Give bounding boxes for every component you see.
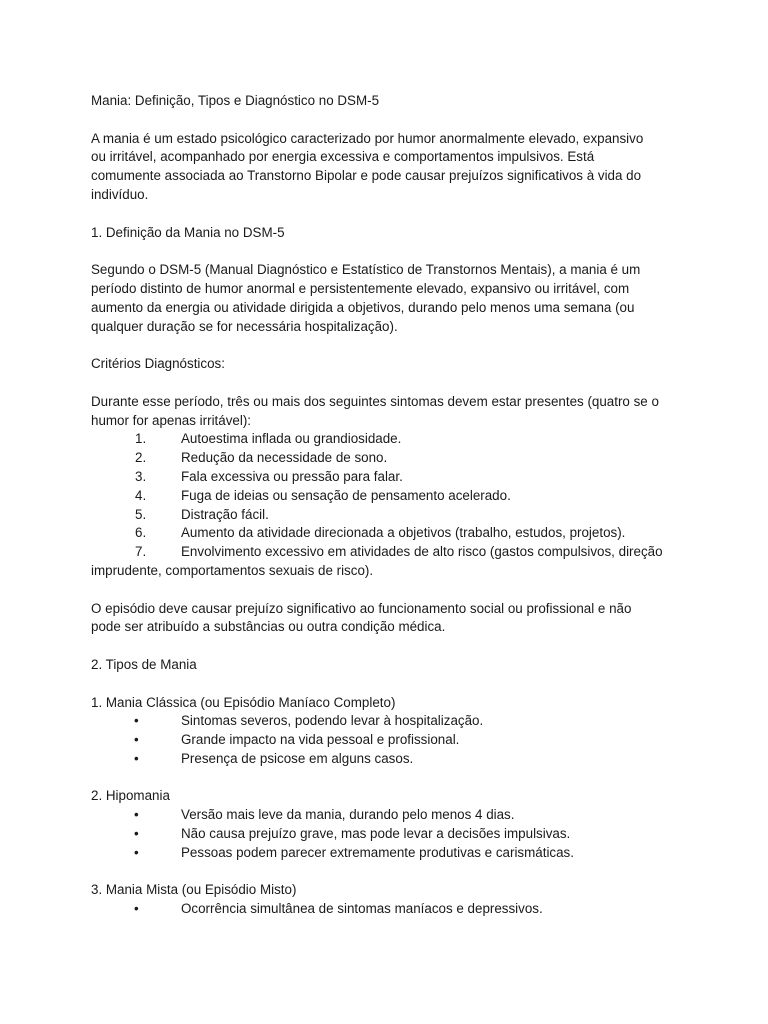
list-item <box>91 449 691 468</box>
list-item <box>91 731 691 750</box>
type-heading: 3. Mania Mista (ou Episódio Misto) <box>91 882 297 898</box>
list-item <box>91 900 691 919</box>
list-item-text: Pessoas podem parecer extremamente produtivas e carismáticas. <box>181 844 574 860</box>
list-number: 1. <box>135 431 147 447</box>
list-item <box>91 825 691 844</box>
intro-line: comumente associada ao Transtorno Bipolar e pode causar prejuízos significativos à vida do <box>91 168 642 184</box>
section1-line: Segundo o DSM-5 (Manual Diagnóstico e Estatístico de Transtornos Mentais), a mania é um <box>91 262 641 278</box>
bullet: • <box>134 844 139 860</box>
list-item-text: Envolvimento excessivo em atividades de alto risco (gastos compulsivos, direção <box>181 544 663 560</box>
criteria-intro-line: humor for apenas irritável): <box>91 412 252 428</box>
list-item <box>91 543 691 581</box>
bullet: • <box>134 826 139 842</box>
section2-heading: 2. Tipos de Mania <box>91 656 197 672</box>
bullet: • <box>134 732 139 748</box>
criteria-outro <box>91 600 691 638</box>
list-number: 2. <box>135 450 147 466</box>
criteria-intro-line: Durante esse período, três ou mais dos seguintes sintomas devem estar presentes (quatro se o <box>91 393 659 409</box>
type-classic <box>91 694 691 769</box>
list-item <box>91 844 691 863</box>
criteria-outro-line: pode ser atribuído a substâncias ou outra condição médica. <box>91 619 446 635</box>
bullet: • <box>134 713 139 729</box>
list-item-text: Sintomas severos, podendo levar à hospitalização. <box>181 713 484 729</box>
document-title: Mania: Definição, Tipos e Diagnóstico no DSM-5 <box>91 93 380 108</box>
intro-line: A mania é um estado psicológico caracterizado por humor anormalmente elevado, expansivo <box>91 130 644 146</box>
bullet-list <box>91 806 691 862</box>
list-item <box>91 806 691 825</box>
list-item <box>91 430 691 449</box>
list-number: 7. <box>135 544 147 560</box>
list-number: 6. <box>135 525 147 541</box>
list-item-text: Versão mais leve da mania, durando pelo menos 4 dias. <box>181 807 515 823</box>
list-item <box>91 712 691 731</box>
document-page <box>91 92 691 919</box>
section1-heading: 1. Definição da Mania no DSM-5 <box>91 224 285 240</box>
list-item-text: Aumento da atividade direcionada a objetivos (trabalho, estudos, projetos). <box>181 525 626 541</box>
bullet: • <box>134 901 139 917</box>
bullet-list <box>91 712 691 768</box>
list-item <box>91 487 691 506</box>
list-item <box>91 468 691 487</box>
list-item-text: Presença de psicose em alguns casos. <box>181 750 414 766</box>
type-heading: 2. Hipomania <box>91 788 170 804</box>
type-mixed <box>91 881 691 919</box>
list-number: 3. <box>135 468 147 484</box>
type-hypomania <box>91 787 691 862</box>
intro-paragraph <box>91 130 691 205</box>
bullet: • <box>134 807 139 823</box>
list-item-text: Autoestima inflada ou grandiosidade. <box>181 431 402 447</box>
list-item-text: Fala excessiva ou pressão para falar. <box>181 468 403 484</box>
criteria-heading: Critérios Diagnósticos: <box>91 356 225 372</box>
criteria-outro-line: O episódio deve causar prejuízo significativo ao funcionamento social ou profissional e não <box>91 600 632 616</box>
criteria-intro <box>91 393 691 431</box>
list-item-text: Distração fácil. <box>181 506 269 522</box>
criteria-list <box>91 430 691 580</box>
bullet: • <box>134 750 139 766</box>
list-item-text: Fuga de ideias ou sensação de pensamento acelerado. <box>181 487 511 503</box>
type-heading: 1. Mania Clássica (ou Episódio Maníaco Completo) <box>91 694 396 710</box>
section1-line: qualquer duração se for necessária hospitalização). <box>91 318 398 334</box>
list-item <box>91 750 691 769</box>
bullet-list <box>91 900 691 919</box>
list-item-text: Grande impacto na vida pessoal e profissional. <box>181 732 460 748</box>
list-item <box>91 506 691 525</box>
list-item-text: Ocorrência simultânea de sintomas maníacos e depressivos. <box>181 901 543 917</box>
list-item-text: Redução da necessidade de sono. <box>181 450 388 466</box>
list-number: 4. <box>135 487 147 503</box>
list-item-text-continued: imprudente, comportamentos sexuais de risco). <box>91 562 374 578</box>
section1-paragraph <box>91 261 691 336</box>
section1-line: período distinto de humor anormal e persistentemente elevado, expansivo ou irritável, com <box>91 280 630 296</box>
intro-line: ou irritável, acompanhado por energia excessiva e comportamentos impulsivos. Está <box>91 149 595 165</box>
list-item <box>91 524 691 543</box>
list-number: 5. <box>135 506 147 522</box>
intro-line: indivíduo. <box>91 186 149 202</box>
list-item-text: Não causa prejuízo grave, mas pode levar a decisões impulsivas. <box>181 826 571 842</box>
section1-line: aumento da energia ou atividade dirigida a objetivos, durando pelo menos uma semana (ou <box>91 299 635 315</box>
